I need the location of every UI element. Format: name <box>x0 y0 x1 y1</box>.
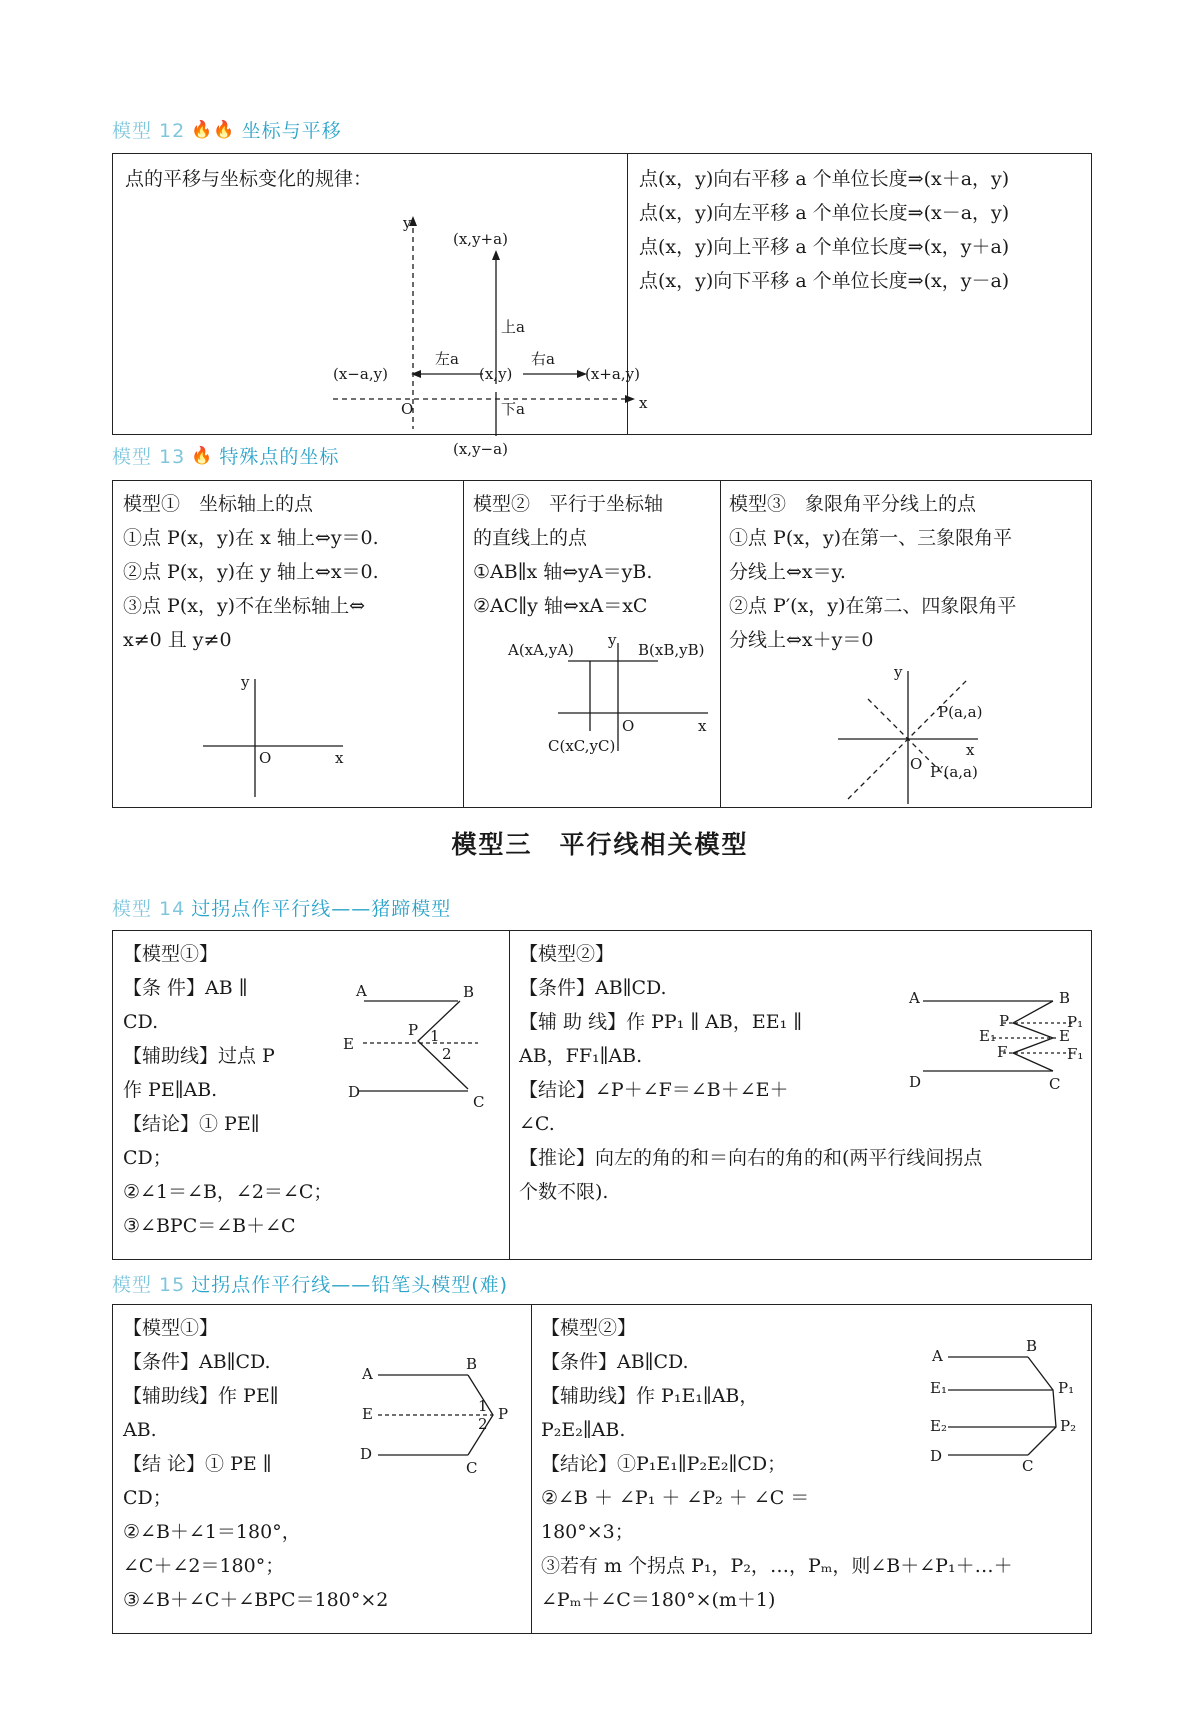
svg-text:C: C <box>1049 1075 1061 1093</box>
flame-icon: 🔥🔥 <box>191 119 236 140</box>
svg-text:x: x <box>335 749 344 767</box>
section-header-m15 <box>112 1270 508 1297</box>
svg-text:F₁: F₁ <box>1067 1045 1084 1063</box>
section-title: 过拐点作平行线——猪蹄模型 <box>191 898 452 920</box>
svg-text:y: y <box>241 673 250 691</box>
section-title: 过拐点作平行线——铅笔头模型(难) <box>191 1274 509 1296</box>
section-title: 坐标与平移 <box>241 120 342 142</box>
section-title: 特殊点的坐标 <box>219 446 340 468</box>
m15-right: 【模型②】 【条件】AB∥CD. 【辅助线】作 P₁E₁∥AB， P₂E₂∥AB. 【结论】①P₁E₁∥P₂E₂∥CD； ②∠B ＋ ∠P₁ ＋ ∠P₂ ＋ ∠C ＝ 180°×3； ③若有 m 个拐点 P₁，P₂，…，Pₘ，则∠B＋∠P₁＋…＋ ∠Pₘ＋∠C＝180°×(m＋1) <box>541 1317 1013 1611</box>
model-number: 模型 15 <box>112 1274 186 1296</box>
svg-text:2: 2 <box>478 1415 488 1433</box>
svg-text:P′(a,a): P′(a,a) <box>930 763 978 781</box>
svg-text:x: x <box>698 717 707 735</box>
m13-col3: 模型③ 象限角平分线上的点 ①点 P(x，y)在第一、三象限角平 分线上⇔x＝y. ②点 P′(x，y)在第二、四象限角平 分线上⇔x＋y＝0 <box>729 493 1017 651</box>
svg-text:P: P <box>498 1405 509 1423</box>
svg-text:E: E <box>362 1405 373 1423</box>
multi-turn-diagram <box>893 971 1083 1101</box>
svg-text:A: A <box>356 982 367 1000</box>
svg-text:2: 2 <box>442 1045 452 1063</box>
svg-text:C: C <box>1022 1457 1034 1475</box>
svg-text:A(xA,yA): A(xA,yA) <box>508 641 574 659</box>
svg-text:B: B <box>466 1355 478 1373</box>
rule-4: 点(x，y)向下平移 a 个单位长度⇒(x，y－a) <box>639 270 1010 292</box>
model-number: 模型 12 <box>112 120 186 142</box>
m14-left: 【模型①】 【条 件】AB ∥ CD. 【辅助线】过点 P 作 PE∥AB. 【结论】① PE∥ CD； ②∠1＝∠B，∠2＝∠C； ③∠BPC＝∠B＋∠C <box>123 943 333 1237</box>
rule-1: 点(x，y)向右平移 a 个单位长度⇒(x＋a，y) <box>639 168 1010 190</box>
m12-left-text: 点的平移与坐标变化的规律： <box>125 168 373 190</box>
section-header-m14 <box>112 894 451 921</box>
point-bottom: (x,y−a) <box>453 440 508 458</box>
x-axis-label: x <box>639 394 648 412</box>
section-header-m12 <box>112 116 342 143</box>
rule-2: 点(x，y)向左平移 a 个单位长度⇒(x－a，y) <box>639 202 1010 224</box>
svg-text:E: E <box>1059 1027 1070 1045</box>
svg-text:D: D <box>930 1447 943 1465</box>
svg-text:1: 1 <box>430 1027 440 1045</box>
m13-box <box>112 480 1092 808</box>
svg-text:E₁: E₁ <box>979 1027 996 1045</box>
parallel-axis-diagram <box>508 631 728 771</box>
svg-text:C: C <box>466 1459 478 1477</box>
model-number: 模型 14 <box>112 898 186 920</box>
svg-text:P₁: P₁ <box>1058 1379 1075 1397</box>
up-label: 上a <box>501 318 525 336</box>
origin-label: O <box>401 400 414 418</box>
model-number: 模型 13 <box>112 446 186 468</box>
svg-text:P₂: P₂ <box>1060 1417 1077 1435</box>
svg-text:P₁: P₁ <box>1067 1013 1084 1031</box>
svg-text:O: O <box>622 717 635 735</box>
svg-text:C: C <box>473 1093 485 1111</box>
svg-text:F: F <box>997 1043 1008 1061</box>
svg-text:B: B <box>1026 1337 1038 1355</box>
svg-text:B: B <box>1059 989 1071 1007</box>
flame-icon: 🔥 <box>191 445 214 466</box>
svg-text:O: O <box>910 755 923 773</box>
down-label: 下a <box>501 400 525 418</box>
rule-3: 点(x，y)向上平移 a 个单位长度⇒(x，y＋a) <box>639 236 1010 258</box>
svg-text:A: A <box>362 1365 373 1383</box>
m13-col1: 模型① 坐标轴上的点 ①点 P(x，y)在 x 轴上⇔y＝0. ②点 P(x，y)在 y 轴上⇔x＝0. ③点 P(x，y)不在坐标轴上⇔ x≠0 且 y≠0 <box>123 493 379 651</box>
m13-col2: 模型② 平行于坐标轴 的直线上的点 ①AB∥x 轴⇔yA＝yB. ②AC∥y 轴⇔xA＝xC <box>473 493 664 617</box>
svg-text:y: y <box>608 631 617 649</box>
svg-text:D: D <box>348 1083 361 1101</box>
right-label: 右a <box>531 350 555 368</box>
point-center: (x,y) <box>479 365 513 383</box>
m15-left: 【模型①】 【条件】AB∥CD. 【辅助线】作 PE∥ AB. 【结 论】① PE ∥ CD； ②∠B＋∠1＝180°， ∠C＋∠2＝180°； ③∠B＋∠C＋∠BPC＝180°×2 <box>123 1317 389 1611</box>
svg-text:A: A <box>932 1347 943 1365</box>
svg-text:B(xB,yB): B(xB,yB) <box>638 641 705 659</box>
svg-text:y: y <box>894 663 903 681</box>
svg-text:E₂: E₂ <box>930 1417 947 1435</box>
point-right: (x+a,y) <box>585 365 640 383</box>
left-label: 左a <box>435 350 459 368</box>
m14-box <box>112 930 1092 1260</box>
m14-right: 【模型②】 【条件】AB∥CD. 【辅 助 线】作 PP₁ ∥ AB，EE₁ ∥ AB，FF₁∥AB. 【结论】∠P＋∠F＝∠B＋∠E＋ ∠C. 【推论】向左的角的和＝向右的角的和(两平行线间拐点 个数不限). <box>519 943 983 1203</box>
svg-text:x: x <box>966 741 975 759</box>
m15-box <box>112 1304 1092 1634</box>
svg-text:C(xC,yC): C(xC,yC) <box>548 737 616 755</box>
svg-text:E₁: E₁ <box>930 1379 947 1397</box>
svg-text:1: 1 <box>478 1397 488 1415</box>
pencil-multi-diagram <box>918 1335 1088 1475</box>
y-axis-label: y <box>403 214 412 232</box>
svg-text:O: O <box>259 749 272 767</box>
axes-diagram <box>193 671 363 801</box>
svg-text:E: E <box>343 1035 354 1053</box>
bisector-diagram <box>828 659 1028 809</box>
pig-foot-diagram <box>338 971 498 1111</box>
svg-text:P(a,a): P(a,a) <box>938 703 983 721</box>
section-header-m13 <box>112 442 339 469</box>
svg-text:A: A <box>909 989 920 1007</box>
point-left: (x−a,y) <box>333 365 388 383</box>
pencil-tip-diagram <box>348 1345 518 1475</box>
svg-text:D: D <box>909 1073 922 1091</box>
svg-text:D: D <box>360 1445 373 1463</box>
svg-text:P: P <box>999 1012 1010 1030</box>
chapter-title: 模型三 平行线相关模型 <box>451 830 749 859</box>
svg-text:B: B <box>463 983 475 1001</box>
svg-text:P: P <box>408 1021 419 1039</box>
point-top: (x,y+a) <box>453 230 508 248</box>
